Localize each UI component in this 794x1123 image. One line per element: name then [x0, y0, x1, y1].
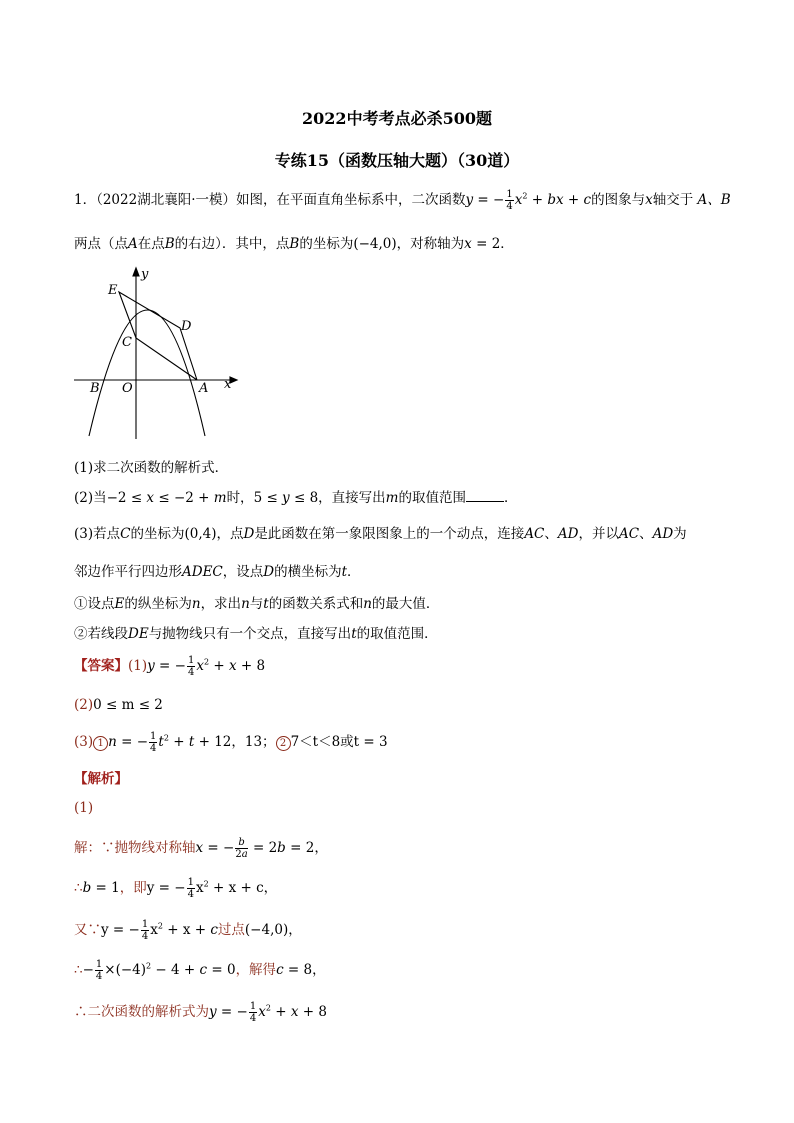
answer-blank: [466, 501, 504, 502]
answer-1: 【答案】(1)y = − $\frac{1}{4}$ $x^2 + x + 8$: [74, 655, 266, 678]
answer-2: (2)0 ≤ m ≤ 2: [74, 697, 163, 713]
label-c: C: [122, 335, 132, 350]
analysis-line-4: 又∵y = − $\frac{1}{4}$ $x^2 + x + c$过点(−4,0)，: [74, 919, 302, 942]
problem-line-1: 1．（2022湖北襄阳·一模）如图，在平面直角坐标系中，二次函数y = − $\frac{1}{4}$ $x^2$ + bx + c的图象与x轴交于 A、B: [74, 189, 731, 212]
analysis-line-3: ∴b = 1，即y = − $\frac{1}{4}$ $x^2 + x + c$，: [74, 877, 278, 900]
question-1: (1)求二次函数的解析式．: [74, 460, 229, 476]
page-title: 2022中考考点必杀500题: [302, 109, 492, 128]
label-d: D: [181, 319, 192, 334]
subquestion-2: ②若线段DE与抛物线只有一个交点，直接写出t的取值范围．: [74, 626, 438, 642]
label-x: x: [224, 377, 232, 392]
label-e: E: [108, 283, 118, 298]
subquestion-1: ①设点E的纵坐标为n，求出n与t的函数关系式和n的最大值．: [74, 596, 440, 612]
problem-line-2: 两点（点A在点B的右边）．其中，点B的坐标为(−4,0)，对称轴为x = 2．: [74, 236, 514, 252]
analysis-line-2: 解：∵抛物线对称轴x = − $\frac{b}{2a}$ = 2b = 2，: [74, 837, 328, 860]
analysis-part-1: (1): [74, 800, 94, 816]
y-axis-arrow: [133, 268, 139, 276]
analysis-line-5: ∴− $\frac{1}{4}$ $\times(-4)^2 - 4 + c = 0$，解得c = 8，: [74, 959, 326, 982]
label-o: O: [122, 381, 133, 396]
parabola-figure: [74, 264, 244, 442]
analysis-line-6: ∴二次函数的解析式为y = − $\frac{1}{4}$ $x^2 + x + 8$: [74, 1001, 327, 1024]
analysis-label: 【解析】: [74, 771, 128, 787]
label-b: B: [90, 381, 100, 396]
question-3-line-1: (3)若点C的坐标为(0,4)，点D是此函数在第一象限图象上的一个动点，连接AC、AD，并以AC、AD为: [74, 526, 687, 542]
question-2: (2)当−2 ≤ x ≤ −2 + m时，5 ≤ y ≤ 8，直接写出m的取值范围 ．: [74, 490, 518, 506]
page-subtitle: 专练15（函数压轴大题）（30道）: [274, 151, 520, 170]
label-a: A: [199, 381, 209, 396]
answer-3: (3) 1 n = − $\frac{1}{4}$ $t^2 + t + 12$，13； 2 7＜t＜8或t = 3: [74, 731, 388, 754]
label-y: y: [141, 267, 149, 282]
question-3-line-2: 邻边作平行四边形ADEC，设点D的横坐标为t．: [74, 564, 361, 580]
